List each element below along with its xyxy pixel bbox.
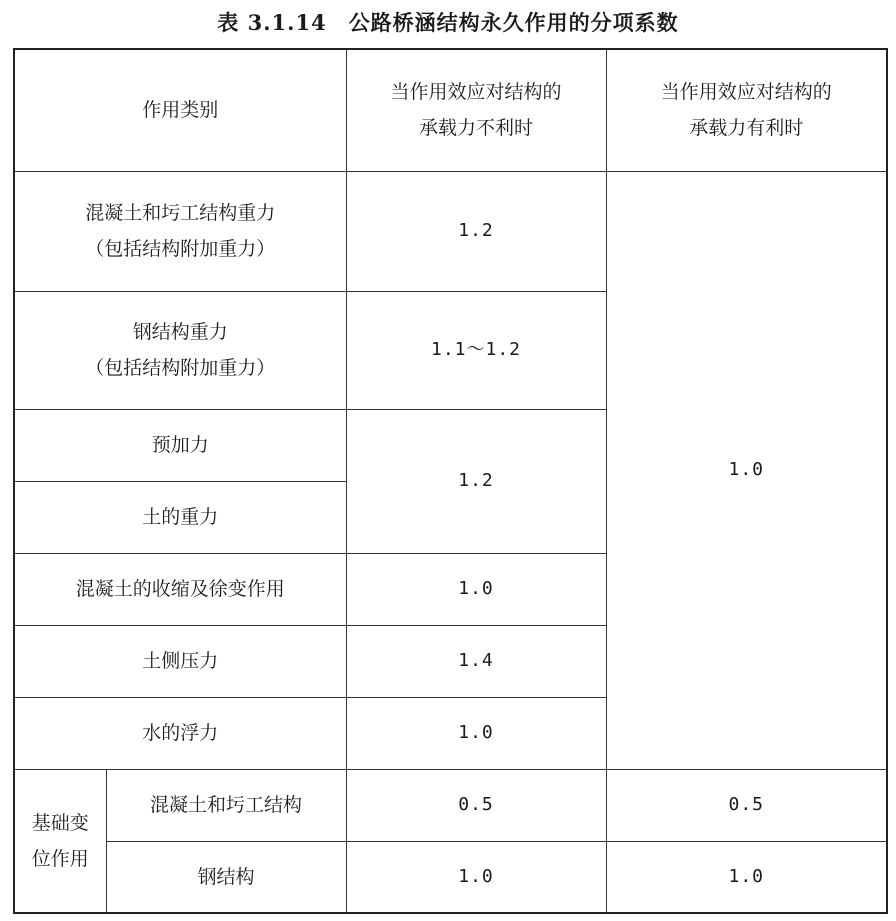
unfavorable-value: 1.1～1.2: [346, 291, 606, 409]
table-row: [14, 841, 887, 913]
unfavorable-value: 1.0: [346, 553, 606, 625]
favorable-value-merged: 1.0: [606, 171, 887, 769]
header-category: 作用类别: [14, 49, 346, 171]
row-label-line1: 钢结构重力: [132, 321, 228, 343]
unfavorable-value: 1.4: [346, 625, 606, 697]
row-label: 钢结构: [106, 841, 346, 913]
row-label: 混凝土的收缩及徐变作用: [14, 553, 346, 625]
table-row: [14, 171, 887, 291]
header-unfavorable-line1: 当作用效应对结构的: [390, 81, 562, 104]
row-label: 水的浮力: [14, 697, 346, 769]
row-label: 混凝土和圬工结构: [106, 769, 346, 841]
row-label: 预加力: [14, 409, 346, 481]
favorable-value: 0.5: [606, 769, 887, 841]
foundation-group-label: [14, 769, 106, 913]
row-label-line2: （包括结构附加重力）: [85, 238, 276, 260]
unfavorable-value: 1.0: [346, 697, 606, 769]
header-favorable-line2: 承载力有利时: [689, 117, 804, 140]
foundation-group-line2: 位作用: [31, 847, 89, 870]
header-unfavorable-line2: 承载力不利时: [419, 117, 534, 140]
row-label-line1: 混凝土和圬工结构重力: [85, 202, 276, 224]
row-label-line2: （包括结构附加重力）: [85, 357, 276, 379]
table-row: [14, 769, 887, 841]
row-label: [14, 291, 346, 409]
table-caption: [0, 6, 896, 40]
header-row: [14, 49, 887, 171]
foundation-group-line1: 基础变: [31, 811, 89, 834]
unfavorable-value: 1.2: [346, 171, 606, 291]
unfavorable-value: 0.5: [346, 769, 606, 841]
row-label: 土的重力: [14, 481, 346, 553]
header-unfavorable: [346, 49, 606, 171]
row-label: 土侧压力: [14, 625, 346, 697]
header-favorable: [606, 49, 887, 171]
partial-factor-table: [13, 48, 888, 914]
unfavorable-value-merged: 1.2: [346, 409, 606, 553]
table-number: 表 3.1.14: [217, 10, 327, 35]
header-favorable-line1: 当作用效应对结构的: [660, 81, 832, 104]
table-title: 公路桥涵结构永久作用的分项系数: [348, 11, 679, 35]
unfavorable-value: 1.0: [346, 841, 606, 913]
row-label: [14, 171, 346, 291]
favorable-value: 1.0: [606, 841, 887, 913]
